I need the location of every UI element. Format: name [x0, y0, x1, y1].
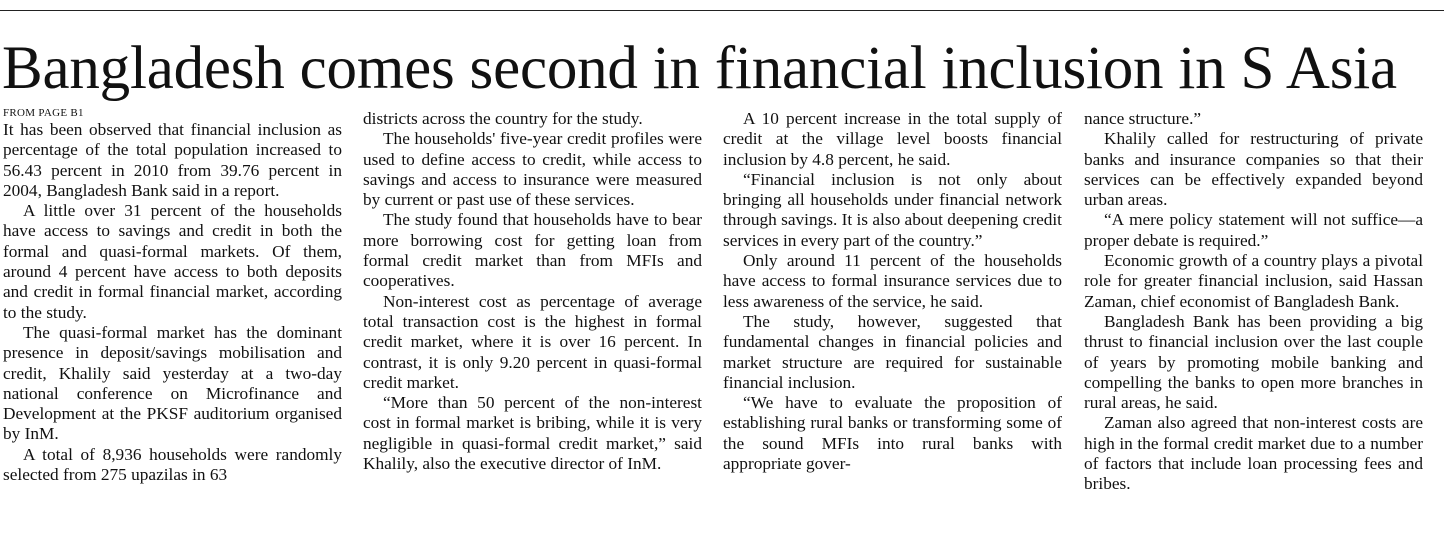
paragraph: nance structure.” [1084, 109, 1202, 128]
headline: Bangladesh comes second in financial inclusion in S Asia [2, 35, 1397, 102]
paragraph: The study found that households have to bear more borrowing cost for getting loan from formal credit market than from MFIs and cooperatives. [363, 210, 702, 291]
paragraph: “We have to evaluate the proposition of establishing rural banks or transforming some of the sound MFIs into rural banks with appropriate gover- [723, 393, 1062, 474]
top-rule [0, 10, 1444, 11]
paragraph: Zaman also agreed that non-interest costs are high in the formal credit market due to a number of factors that include loan processing fees and bribes. [1084, 413, 1423, 494]
continuation-kicker: FROM PAGE B1 [3, 107, 84, 119]
paragraph: Non-interest cost as percentage of average total transaction cost is the highest in formal credit market, where it is over 16 percent. In contrast, it is only 9.20 percent in quasi-formal credit market. [363, 291, 702, 392]
paragraph: It has been observed that financial inclusion as percentage of the total population increased to 56.43 percent in 2010 from 39.76 percent in 2004, Bangladesh Bank said in a report. [3, 120, 342, 200]
paragraph: Economic growth of a country plays a pivotal role for greater financial inclusion, said Hassan Zaman, chief economist of Bangladesh Bank. [1084, 251, 1423, 311]
paragraph: The study, however, suggested that fundamental changes in financial policies and market structure are required for sustainable financial inclusion. [723, 311, 1062, 392]
article-column-2 [363, 109, 702, 534]
paragraph: Bangladesh Bank has been providing a big thrust to financial inclusion over the last couple of years by promoting mobile banking and compelling the banks to open more branches in rural areas, he said. [1084, 311, 1423, 413]
article-column-3 [723, 109, 1062, 534]
paragraph: A little over 31 percent of the households have access to savings and credit in both the formal and quasi-formal markets. Of them, around 4 percent have access to both deposits and credit in formal financial market, according to the study. [3, 201, 342, 322]
paragraph: “Financial inclusion is not only about bringing all households under financial network through savings. It is also about deepening credit services in every part of the country.” [723, 169, 1062, 250]
paragraph: Khalily called for restructuring of private banks and insurance companies so that their services can be effectively expanded beyond urban areas. [1084, 129, 1423, 210]
article-column-1 [3, 106, 342, 531]
paragraph: districts across the country for the study. [363, 109, 643, 128]
paragraph: A total of 8,936 households were randomly selected from 275 upazilas in 63 [3, 444, 342, 485]
article-column-4 [1084, 109, 1423, 534]
paragraph: The quasi-formal market has the dominant presence in deposit/savings mobilisation and credit, Khalily said yesterday at a two-day national conference on Microfinance and Development at the PKSF auditorium organised by InM. [3, 322, 342, 444]
paragraph: A 10 percent increase in the total supply of credit at the village level boosts financial inclusion by 4.8 percent, he said. [723, 109, 1062, 169]
paragraph: The households' five-year credit profiles were used to define access to credit, while access to savings and access to insurance were measured by current or past use of these services. [363, 129, 702, 210]
paragraph: “More than 50 percent of the non-interest cost in formal market is bribing, while it is very negligible in quasi-formal credit market,” said Khalily, also the executive director of InM. [363, 393, 702, 474]
paragraph: “A mere policy statement will not suffice—a proper debate is required.” [1084, 210, 1423, 250]
paragraph: Only around 11 percent of the households have access to formal insurance services due to less awareness of the service, he said. [723, 251, 1062, 311]
